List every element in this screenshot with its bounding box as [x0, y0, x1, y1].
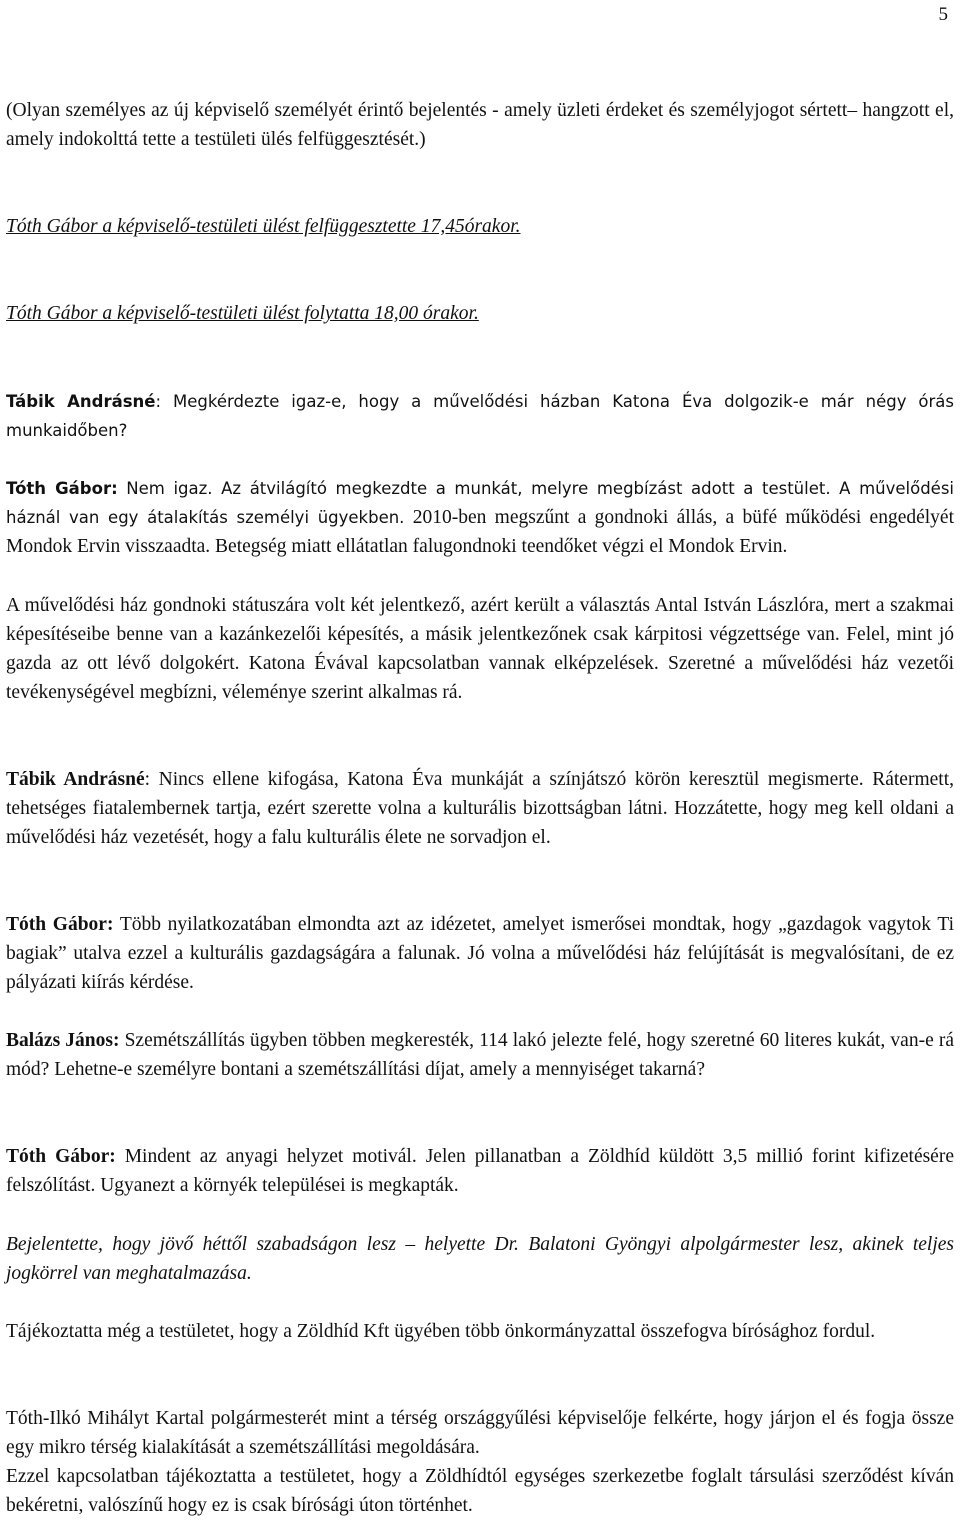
- paragraph-toth-quote: [6, 910, 954, 997]
- paragraph-text: : Megkérdezte igaz-e, hogy a művelődési házban Katona Éva dolgozik-e már négy órás munkaidőben?: [6, 392, 955, 440]
- paragraph-text: Mindent az anyagi helyzet motivál. Jelen pillanatban a Zöldhíd küldött 3,5 millió forint kifizetésére felszólítást. Ugyanezt a környék települései is megkapták.: [6, 1146, 954, 1196]
- paragraph-text: 2010-ben megszűnt a gondnoki állás, a büfé működési engedélyét Mondok Ervin visszaadta. Betegség miatt ellátatlan falugondnoki teendőket végzi el Mondok Ervin.: [6, 507, 954, 557]
- speaker-name: Tóth Gábor:: [6, 1146, 116, 1167]
- speaker-name: Balázs János:: [6, 1030, 120, 1051]
- paragraph-balazs-waste: [6, 1026, 954, 1084]
- paragraph-session-resumed: Tóth Gábor a képviselő-testületi ülést folytatta 18,00 órakor.: [6, 303, 479, 324]
- paragraph-toth-answer: [6, 474, 954, 561]
- paragraph-text: Szemétszállítás ügyben többen megkeresték, 114 lakó jelezte felé, hogy szeretné 60 literes kukát, van-e rá mód? Lehetne-e személyre bontani a szemétszállítási díjat, amely a mennyiséget takarná?: [6, 1030, 954, 1080]
- speaker-name: Tábik Andrásné: [6, 392, 156, 411]
- paragraph-text: : Nincs ellene kifogása, Katona Éva munkáját a színjátszó körön keresztül megismerte. Rátermett, tehetséges fiatalembernek tartja, ezért szerette volna a kulturális bizottságban látni. Hozzátette, hogy meg kell oldani a művelődési ház vezetését, hogy a falu kulturális élete ne sorvadjon el.: [6, 769, 954, 848]
- paragraph-suspension-reason: (Olyan személyes az új képviselő személyét érintő bejelentés - amely üzleti érdeket és személyjogot sértett– hangzott el, amely indokolttá tette a testületi ülés felfüggesztését.): [6, 100, 954, 150]
- paragraph-tabik-question: [6, 387, 954, 445]
- speaker-name: Tóth Gábor:: [6, 914, 114, 935]
- paragraph-tabik-response: [6, 765, 954, 852]
- paragraph-leave-announcement: Bejelentette, hogy jövő héttől szabadságon lesz – helyette Dr. Balatoni Gyöngyi alpolgármester lesz, akinek teljes jogkörrel van meghatalmazása.: [6, 1234, 954, 1284]
- paragraph-mp-request: Tóth-Ilkó Mihályt Kartal polgármesterét mint a térség országgyűlési képviselője felkérte, hogy járjon el és fogja össze egy mikro térség kialakítását a szemétszállítási megoldására.: [6, 1408, 954, 1458]
- document-page: [6, 0, 954, 1521]
- paragraph-session-suspended: Tóth Gábor a képviselő-testületi ülést felfüggesztette 17,45órakor.: [6, 216, 521, 237]
- paragraph-caretaker-position: A művelődési ház gondnoki státuszára volt két jelentkező, azért került a választás Antal István Lászlóra, mert a szakmai képesítéseibe benne van a kazánkezelői képesítés, a másik jelentkezőnek csak kárpitosi végzettsége van. Felel, mint jó gazda az ott lévő dolgokért. Katona Évával kapcsolatban vannak elképzelések. Szeretné a művelődési ház vezetői tevékenységével megbízni, véleménye szerint alkalmas rá.: [6, 595, 954, 703]
- speaker-name: Tábik Andrásné: [6, 769, 145, 790]
- paragraph-text: Több nyilatkozatában elmondta azt az idézetet, amelyet ismerősei mondtak, hogy „gazdagok vagytok Ti bagiak” utalva ezzel a kulturális gazdagságára a falunak. Jó volna a művelődési ház felújítását is megvalósítani, de ez pályázati kiírás kérdése.: [6, 914, 954, 993]
- paragraph-text-sans: Nem igaz. Az átvilágító megkezdte a munkát, melyre megbízást adott a testület. A művelődési háznál van egy átalakítás személyi ügyekben.: [6, 479, 954, 527]
- paragraph-toth-finances: [6, 1142, 954, 1200]
- page-number: 5: [938, 4, 948, 25]
- paragraph-association-contract: Ezzel kapcsolatban tájékoztatta a testületet, hogy a Zöldhídtól egységes szerkezetbe foglalt társulási szerződést kíván bekéretni, valószínű hogy ez is csak bírósági úton történhet.: [6, 1466, 954, 1516]
- paragraph-court-action: Tájékoztatta még a testületet, hogy a Zöldhíd Kft ügyében több önkormányzattal összefogva bírósághoz fordul.: [6, 1321, 876, 1342]
- speaker-name: Tóth Gábor:: [6, 479, 118, 498]
